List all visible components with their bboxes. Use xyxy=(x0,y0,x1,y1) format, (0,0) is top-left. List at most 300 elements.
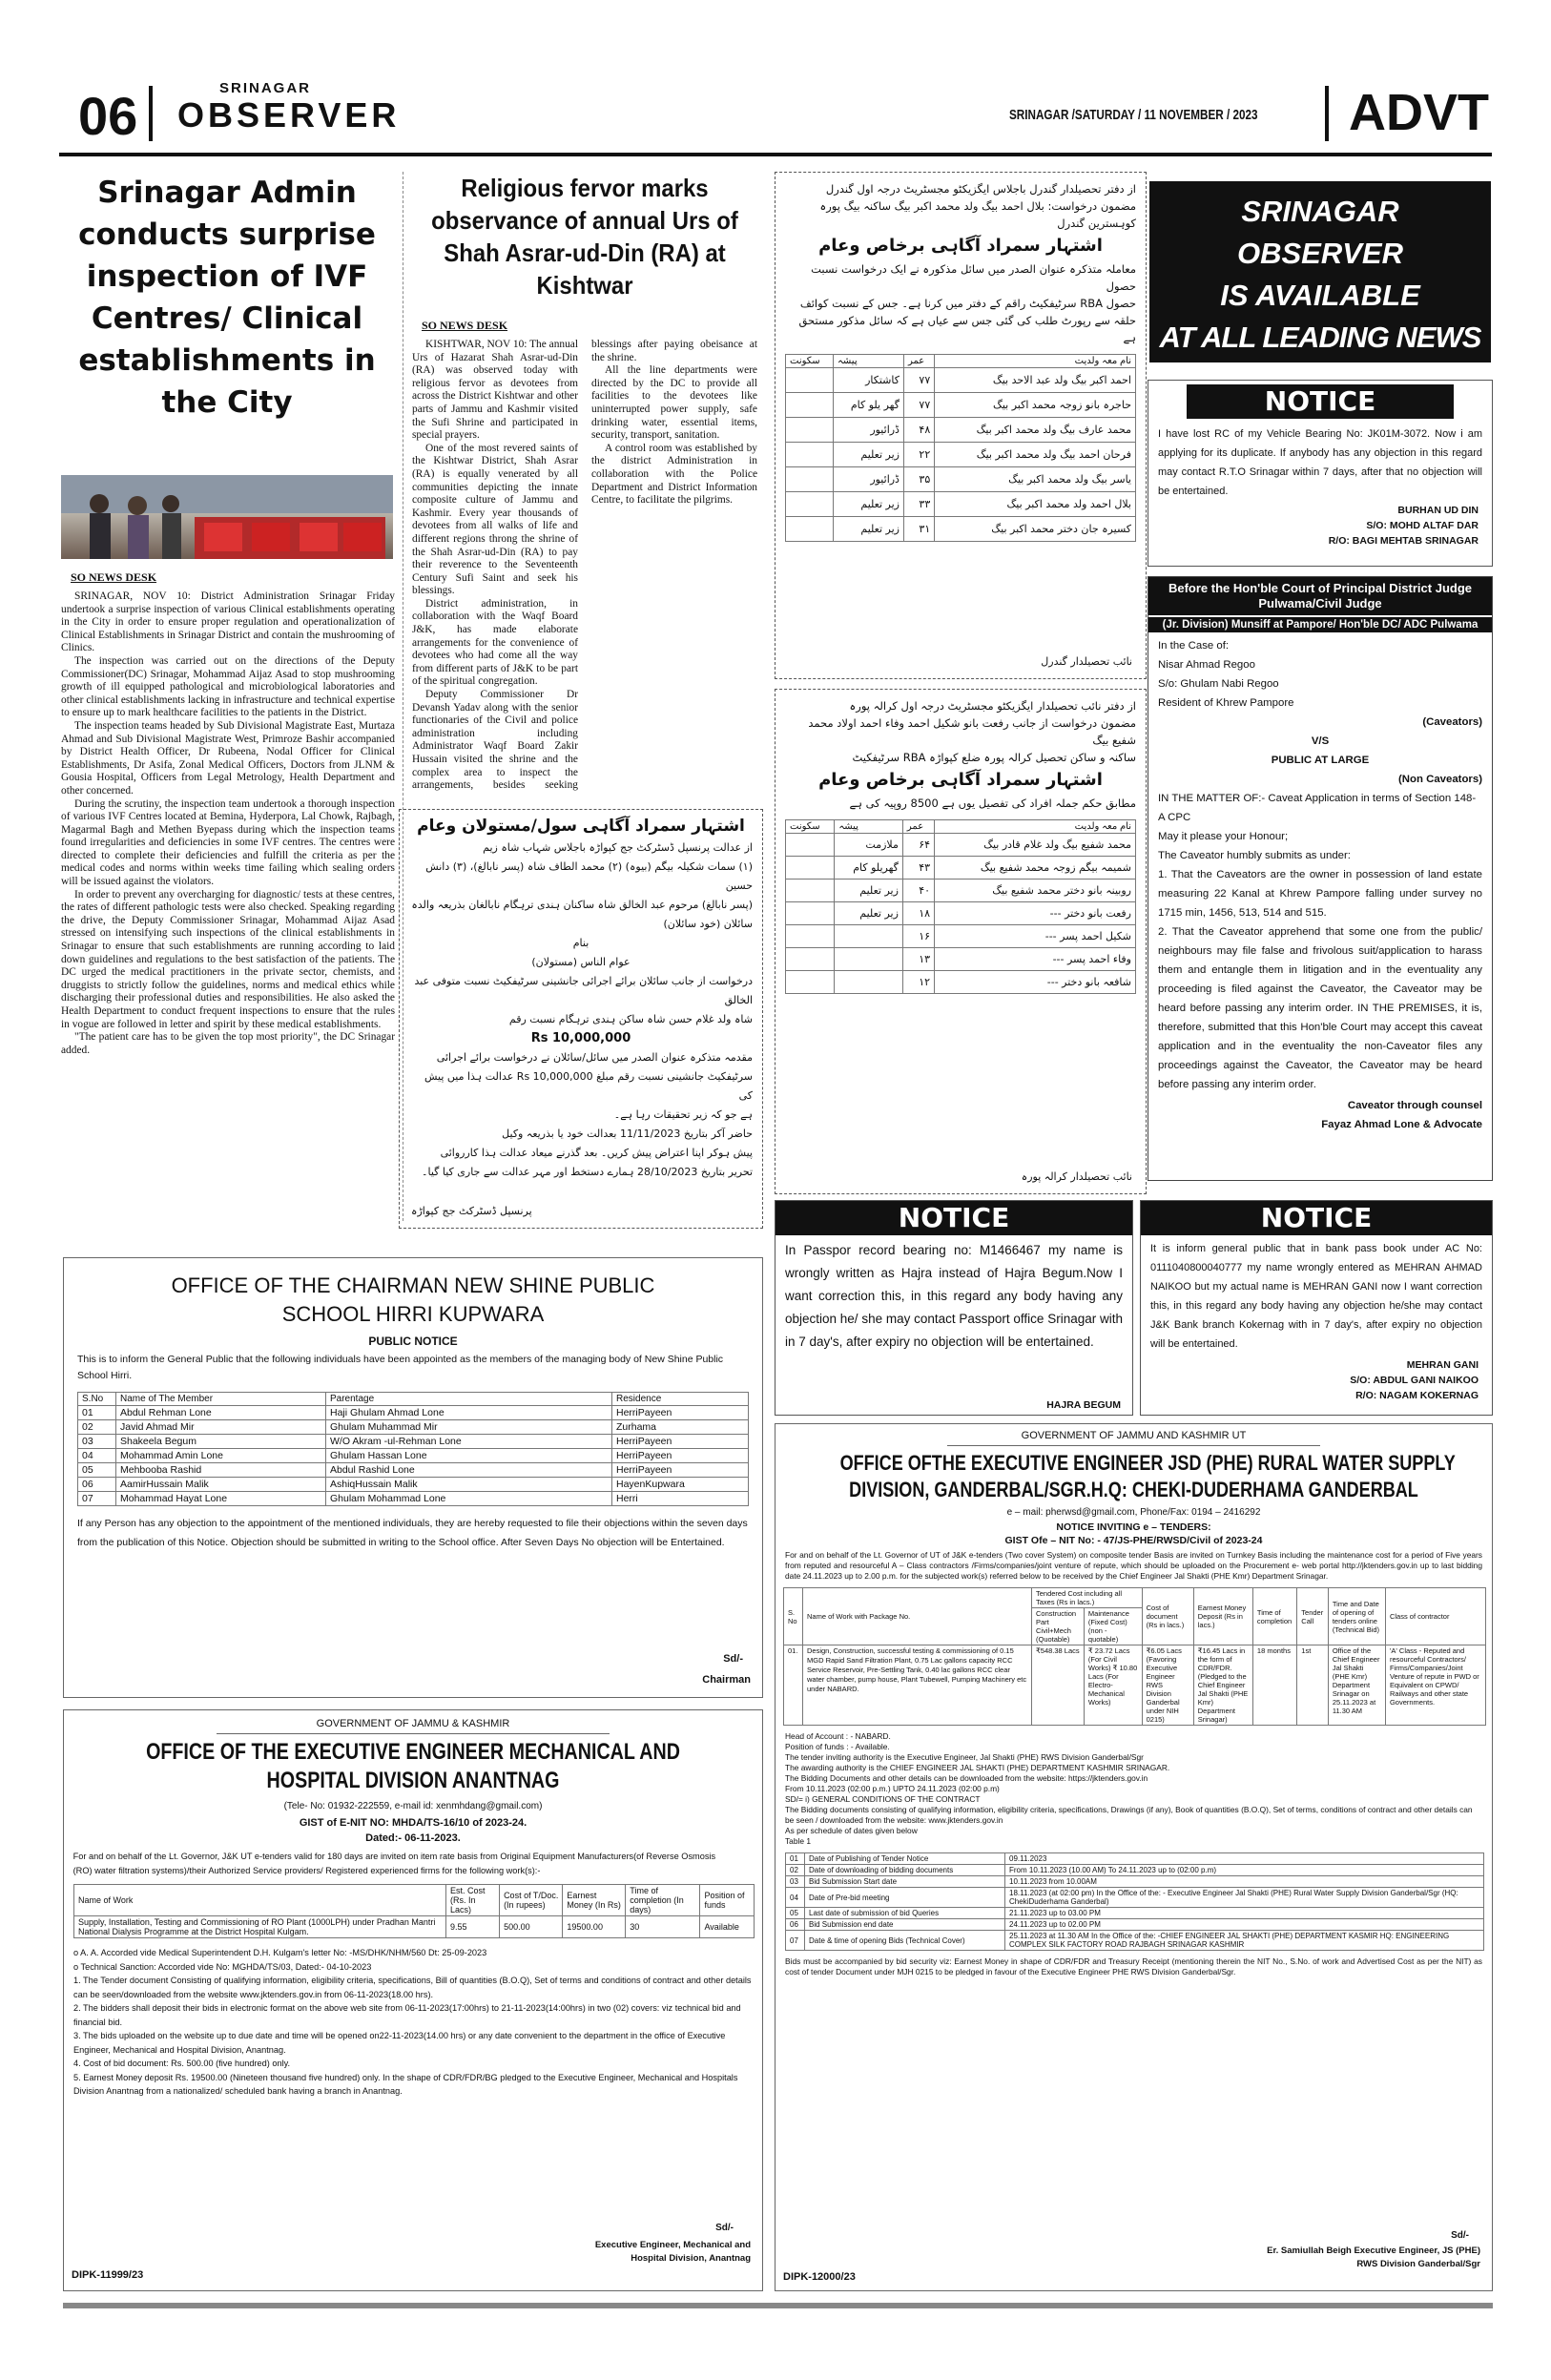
table-cell: شافعہ بانو دختر --- xyxy=(935,971,1136,994)
urdu-line: از دفتر نائب تحصیلدار ایگزیکٹو مجسٹریٹ درجہ اول کرالہ پورہ xyxy=(849,699,1136,713)
anantnag-intro: For and on behalf of the Lt. Governor, J&K UT e-tenders valid for 180 days are invited on item rate basis from Original Equipment Manufacturers(of Reverse Osmosis (RO) water filtration systems)/their Authorized Service providers/ Registered experienced firms for the following work(s):- xyxy=(72,1852,716,1876)
table-cell: 25.11.2023 at 11.30 AM In the Office of the: -CHIEF ENGINEER JAL SHAKTI (PHE) DEPARTMENT KASMIR HQ: ENGINEERING COMPLEX SILK FACTORY ROAD RAJBAGH SRINAGAR KASHMIR xyxy=(1005,1931,1484,1951)
notice-text: It is inform general public that in bank pass book under AC No: 0111040800040777 my name wrongly entered as MEHRAN AHMAD NAIKOO but my actual name is MEHRAN GANI now I want correction this, in this regard any body having any objection he/she may contact J&K Bank branch Kokernag with in 7 day's, after expiry no objection will be entertained. xyxy=(1150,1243,1482,1350)
jsd-signer: Er. Samiullah Beigh Executive Engineer, JS (PHE) xyxy=(1267,2245,1480,2256)
table-cell xyxy=(786,880,835,902)
header-rule xyxy=(59,153,1492,156)
urdu-ad1-body xyxy=(785,260,1136,346)
sig-line: R/O: NAGAM KOKERNAG xyxy=(1355,1390,1479,1401)
table-row xyxy=(786,902,1136,925)
jsd-footer: Bids must be accompanied by bid security viz: Earnest Money in shape of CDR/FDR and Treasury Receipt (mentioning therein the NIT No., S.No. of work and Advertised Cost as per the NIT) as cost of tender Document under MJH 0215 to be pledged in favour of the Executive Engineer PHE RWS Division Ganderbal/Sgr. xyxy=(785,1956,1482,1976)
table-header: Position of funds xyxy=(700,1885,755,1916)
urdu-rba-notice-2 xyxy=(775,689,1147,1194)
table-cell: HerriPayeen xyxy=(612,1435,749,1449)
anantnag-sd: Sd/- xyxy=(715,2223,734,2233)
jsd-govt: GOVERNMENT OF JAMMU AND KASHMIR UT xyxy=(1021,1430,1247,1441)
urdu-line: تحریر بتاریخ 28/10/2023 ہمارے دستخط اور مہر عدالت سے جاری کیا گیا۔ xyxy=(422,1166,753,1178)
table-cell: ₹6.05 Lacs (Favoring Executive Engineer RWS Division Ganderbal under NIH 0215) xyxy=(1142,1645,1193,1726)
banner-line: AT ALL LEADING NEWS xyxy=(1159,321,1481,354)
table-row xyxy=(786,857,1136,880)
table-cell: ۳۵ xyxy=(903,467,934,492)
court-party: S/o: Ghulam Nabi Regoo xyxy=(1158,678,1279,690)
ivf-inspection-photo xyxy=(61,475,393,559)
table-cell: 24.11.2023 up to 02.00 PM xyxy=(1005,1919,1484,1931)
table-cell: HerriPayeen xyxy=(612,1406,749,1420)
table-header: Residence xyxy=(612,1393,749,1406)
table-cell: زیر تعلیم xyxy=(834,492,904,517)
table-cell: Available xyxy=(700,1916,755,1938)
table-cell: ۷۷ xyxy=(903,368,934,393)
school-members-table xyxy=(77,1392,749,1506)
jsd-intro: For and on behalf of the Lt. Governor of UT of J&K e-tenders (Two cover System) on composite tender Basis are invited on Turnkey Basis including the maintenance cost for a period of Five years from reputed and resourceful A – Class contractors /Firms/companies/joint venture of repute, which should be uploaded on the Procurement e- web portal http://jktenders.gov.in up to last bidding date 24.11.2023 up to 2.00 p.m. for the subjected work(s) referred below to be received by the Chief Engineer Jal Shakti (PHE Kmr) Department Srinagar. xyxy=(785,1550,1482,1581)
table-header: Parentage xyxy=(326,1393,612,1406)
article-paragraph: KISHTWAR, NOV 10: The annual Urs of Hazarat Shah Asrar-ud-Din (RA) was observed today with religious fervor as devotees from across the District Kishtwar and other parts of Jammu and Kashmir visited the Sufi Shrine and participated in special prayers. xyxy=(412,339,578,442)
table-row xyxy=(78,1478,749,1492)
urdu-line: شاہ ولد غلام حسن شاہ ساکن ہندی ترہگام نسبت رقم xyxy=(508,1013,753,1025)
jsd-title: OFFICE OFTHE EXECUTIVE ENGINEER JSD (PHE) RURAL WATER SUPPLY xyxy=(839,1451,1456,1475)
table-cell: 19500.00 xyxy=(563,1916,626,1938)
urdu-ad2-table xyxy=(785,819,1136,994)
jsd-notice: NOTICE INVITING e – TENDERS: xyxy=(1056,1521,1211,1533)
detail-line: Head of Account : - NABARD. xyxy=(785,1731,891,1741)
table-row xyxy=(786,880,1136,902)
table-cell: Abdul Rehman Lone xyxy=(116,1406,326,1420)
table-cell: 06 xyxy=(78,1478,116,1492)
table-row xyxy=(786,1876,1484,1888)
table-cell xyxy=(786,971,835,994)
table-cell: محمد شفیع بیگ ولد غلام قادر بیگ xyxy=(935,834,1136,857)
table-header: Time and Date of opening of tenders online (Technical Bid) xyxy=(1328,1588,1385,1645)
table-cell xyxy=(835,948,903,971)
note-line: 3. The bids uploaded on the website up to due date and time will be opened on22-11-2023(14.00 hrs) or any date convenient to the department in the office of Executive Engineer, Mechanical and Hospital Division, Anantnag. xyxy=(73,2031,726,2055)
table-header: Est. Cost (Rs. In Lacs) xyxy=(446,1885,500,1916)
table-cell: ڈرائیور xyxy=(834,467,904,492)
table-row xyxy=(78,1435,749,1449)
article-paragraph: SRINAGAR, NOV 10: District Administration Srinagar Friday undertook a surprise inspection of various Clinical establishments operating in the City in order to ensure proper regulation and operationalization of Clinical Establishments in Srinagar District and contain the mushrooming of Clinics. xyxy=(61,590,395,654)
urdu-line: سائلان (خود سائلان) xyxy=(663,918,753,930)
court-para: 2. That the Caveator apprehend that some one from the public/ neighbours may file false and frivolous suit/application to harass them and entangle them in litigation and in the eventuality any proceeding is filed against the Caveator, the Caveator may be heard before passing any interim order. IN THE PREMISES, it is, therefore, submitted that this Hon'ble Court may accept this caveat application and in the eventuality the non-Caveator files any proceedings against the Caveator, the Caveator may be heard before passing any interim order. xyxy=(1158,926,1482,1090)
court-party: Nisar Ahmad Regoo xyxy=(1158,659,1255,671)
urdu-ad2-signer: نائب تحصیلدار کرالہ پورہ xyxy=(1021,1170,1132,1183)
urdu-line: حاضر آکر بتاریخ 11/11/2023 بعدالت خود یا بذریعہ وکیل xyxy=(502,1128,753,1140)
anantnag-govt: GOVERNMENT OF JAMMU & KASHMIR xyxy=(316,1718,510,1729)
table-cell: Date & time of opening Bids (Technical Cover) xyxy=(805,1931,1005,1951)
page-number: 06 xyxy=(78,86,138,146)
availability-banner xyxy=(1149,181,1491,362)
table-cell: ۳۳ xyxy=(903,492,934,517)
article-urs xyxy=(412,172,757,797)
table-cell: بلال احمد ولد محمد اکبر بیگ xyxy=(935,492,1136,517)
article-paragraph: One of the most revered saints of the Kishtwar District, Shah Asrar (RA) is equally venerated by all communities depicting the innate composite culture of Jammu and Kashmir. Every year thousands of devotees from all walks of life and different regions throng the shrine of the Shah Asrar-ud-Din (RA) to pay their reverence to the Seventeenth Century Sufi Saint and seek his blessings. xyxy=(412,442,578,597)
urdu-line: حلقہ سے رپورٹ طلب کی گئی جس سے عیاں ہے کہ سائل مذکور مستحق ہے xyxy=(798,314,1136,344)
urdu-court-body xyxy=(409,838,753,1182)
table-row xyxy=(786,418,1136,443)
jsd-details xyxy=(776,1728,1492,1851)
page-header xyxy=(59,59,1492,155)
table-cell: 1st xyxy=(1297,1645,1329,1726)
table-cell: 05 xyxy=(78,1463,116,1478)
court-para: 1. That the Caveators are the owner in possession of land estate measuring 22 Kanal at Khrew Pampore falling under survey no 1715 min, 1456, 513, 514 and 515. xyxy=(1158,869,1482,919)
school-footer: If any Person has any objection to the appointment of the mentioned individuals, they are hereby requested to file their objections within the seven days from the publication of this Notice. Objection should be submitted in writing to the School office. After Seven Days No objection will be Entertained. xyxy=(77,1518,748,1548)
article-urs-body xyxy=(412,339,757,797)
header-divider-right xyxy=(1325,86,1329,141)
jsd-dipk: DIPK-12000/23 xyxy=(783,2271,856,2283)
table-cell xyxy=(786,517,834,542)
table-row xyxy=(786,1888,1484,1908)
table-cell: زیر تعلیم xyxy=(834,443,904,467)
table-row xyxy=(784,1645,1486,1726)
sig-line: S/O: ABDUL GANI NAIKOO xyxy=(1350,1375,1479,1386)
notice-lost-rc xyxy=(1148,380,1493,567)
jsd-title: DIVISION, GANDERBAL/SGR.H.Q: CHEKI-DUDERHAMA GANDERBAL xyxy=(849,1478,1418,1501)
table-header: پیشہ xyxy=(835,820,903,834)
table-header: Class of contractor xyxy=(1385,1588,1485,1645)
table-header: Tender Call xyxy=(1297,1588,1329,1645)
urdu-ad2-title: اشتہار سمراد آگاہی برخاص وعام xyxy=(818,770,1103,790)
table-cell: 30 xyxy=(626,1916,700,1938)
note-line: 1. The Tender document Consisting of qualifying information, eligibility criteria, specifications, Bill of quantities (B.O.Q), Set of terms and conditions of contract and other details can be seen/downloaded from the website www.jktenders.gov.in from 06-11-2023(18.00 hrs). xyxy=(73,1976,752,1999)
note-line: o A. A. Accorded vide Medical Superintendent D.H. Kulgam's letter No: -MS/DHK/NHM/560 Dt: 25-09-2023 xyxy=(73,1948,487,1957)
table-cell xyxy=(786,467,834,492)
table-cell: 07 xyxy=(786,1931,805,1951)
table-row xyxy=(786,393,1136,418)
anantnag-rule xyxy=(217,1733,610,1734)
urdu-line: مضمون درخواست از جانب رفعت بانو شکیل احمد وفاء احمد اولاد محمد شفیع بیگ xyxy=(808,716,1136,747)
table-cell: Office of the Chief Engineer Jal Shakti (PHE Kmr) Department Srinagar on 25.11.2023 at 11.30 AM xyxy=(1328,1645,1385,1726)
court-subheader: (Jr. Division) Munsiff at Pampore/ Hon'ble DC/ ADC Pulwama xyxy=(1148,617,1492,632)
table-cell: 'A' Class - Reputed and resourceful Contractors/ Firms/Companies/Joint Venture of repute in PWD or Equivalent on CPWD/ Railways and other state Governments. xyxy=(1385,1645,1485,1726)
table-cell: کاشتکار xyxy=(834,368,904,393)
note-line: 2. The bidders shall deposit their bids in electronic format on the above web site from 06-11-2023(17:00hrs) to 21-11-2023(14:00hrs) in two (02) covers: viz technical bid and financial bid. xyxy=(73,2003,741,2027)
anantnag-title: HOSPITAL DIVISION ANANTNAG xyxy=(266,1768,560,1793)
table-header: سکونت xyxy=(786,355,834,368)
table-cell: Design, Construction, successful testing & commissioning of 0.15 MGD Rapid Sand Filtration Plant, 0.75 Lac gallons capacity RCC Service Reservoir, Pre-Settling Tank, 0.40 lac gallons RCC clear water chamber, pump house, Plant Tubewell, Pumping Machinery etc under NABARD. xyxy=(803,1645,1032,1726)
table-cell: Last date of submission of bid Queries xyxy=(805,1908,1005,1919)
tender-ganderbal xyxy=(775,1423,1493,2291)
article-ivf-byline: SO NEWS DESK xyxy=(71,570,157,584)
table-cell: Ghulam Muhammad Mir xyxy=(326,1420,612,1435)
table-header: نام معہ ولدیت xyxy=(935,355,1136,368)
table-cell: 18 months xyxy=(1252,1645,1296,1726)
article-urs-headline: Religious fervor marks observance of annual Urs of Shah Asrar-ud-Din (RA) at Kishtwar xyxy=(431,174,738,300)
table-cell: 07 xyxy=(78,1492,116,1506)
table-header: Name of Work xyxy=(74,1885,446,1916)
school-intro: This is to inform the General Public that the following individuals have been appointed as the members of the managing body of New Shine Public School Hirri. xyxy=(77,1354,724,1381)
table-header: پیشہ xyxy=(834,355,904,368)
jsd-signer: RWS Division Ganderbal/Sgr xyxy=(1356,2259,1480,2269)
detail-line: SD/= i) GENERAL CONDITIONS OF THE CONTRACT xyxy=(785,1794,981,1804)
table-row xyxy=(786,1919,1484,1931)
table-row xyxy=(78,1420,749,1435)
anantnag-title: OFFICE OF THE EXECUTIVE ENGINEER MECHANICAL AND xyxy=(146,1739,680,1765)
urdu-line: ہے جو کہ زیر تحقیقات رہا ہے۔ xyxy=(613,1108,753,1121)
detail-line: As per schedule of dates given below xyxy=(785,1826,918,1835)
notice-signature xyxy=(1148,503,1492,548)
notice-text: In Passpor record bearing no: M1466467 my name is wrongly written as Hajra instead of Hajra Begum.Now I want correction this, in this regard any body having any objection he/ she may contact Passport office Srinagar with in 7 day's, after expiry no objection will be entertained. xyxy=(785,1243,1123,1349)
table-cell: ۴۰ xyxy=(902,880,934,902)
urdu-ad1-title: اشتہار سمراد آگاہی برخاص وعام xyxy=(818,236,1103,256)
table-header: Time of completion (In days) xyxy=(626,1885,700,1916)
urdu-line: حصول RBA سرٹیفکیٹ راقم کے دفتر میں کرنا ہے۔ جس کے نسبت کوائف xyxy=(799,297,1136,310)
table-cell: Bid Submission Start date xyxy=(805,1876,1005,1888)
table-header: نام معہ ولدیت xyxy=(935,820,1136,834)
table-cell: Abdul Rashid Lone xyxy=(326,1463,612,1478)
detail-line: Table 1 xyxy=(785,1836,812,1846)
urdu-line: عوام الناس (مستولان) xyxy=(531,956,631,968)
urdu-line: (۱) سمات شکیلہ بیگم (بیوہ) (۲) محمد الطاف شاہ (پسر نابالغ)، (۳) دانش حسین xyxy=(425,860,753,892)
table-row xyxy=(78,1449,749,1463)
anantnag-notes xyxy=(64,1942,762,2102)
table-cell: Ghulam Mohammad Lone xyxy=(326,1492,612,1506)
court-vs: V/S xyxy=(1311,735,1330,747)
table-cell: Bid Submission end date xyxy=(805,1919,1005,1931)
notice-bank xyxy=(1140,1200,1493,1416)
table-row xyxy=(786,492,1136,517)
article-ivf xyxy=(59,172,395,1231)
court-party: Resident of Khrew Pampore xyxy=(1158,697,1294,709)
table-row xyxy=(786,834,1136,857)
table-cell: 04 xyxy=(78,1449,116,1463)
table-header: S.No xyxy=(78,1393,116,1406)
table-cell: AshiqHussain Malik xyxy=(326,1478,612,1492)
table-cell: Date of Pre-bid meeting xyxy=(805,1888,1005,1908)
court-noncaveators: (Non Caveators) xyxy=(1398,774,1482,785)
table-cell: Shakeela Begum xyxy=(116,1435,326,1449)
urdu-line: درخواست از جانب سائلان برائے اجرائی جانشینی سرٹیفکیٹ نسبت متوفی عبد الخالق xyxy=(414,975,753,1006)
banner-line: SRINAGAR OBSERVER xyxy=(1237,195,1403,270)
dateline: SRINAGAR /SATURDAY / 11 NOVEMBER / 2023 xyxy=(1009,107,1258,123)
article-paragraph: A control room was established by the district Administration in collaboration with the Police Department and District Information Centre, to facilitate the pilgrims. xyxy=(591,442,757,507)
court-caveat xyxy=(1148,576,1493,1181)
anantnag-gist: GIST of E-NIT NO: MHDA/TS-16/10 of 2023-24. xyxy=(299,1817,527,1829)
table-cell: شمیمہ بیگم زوجہ محمد شفیع بیگ xyxy=(935,857,1136,880)
table-cell: Mohammad Amin Lone xyxy=(116,1449,326,1463)
court-honour: May it please your Honour; xyxy=(1158,831,1289,842)
table-cell: محمد عارف بیگ ولد محمد اکبر بیگ xyxy=(935,418,1136,443)
tender-anantnag xyxy=(63,1709,763,2291)
article-paragraph: The inspection teams headed by Sub Divisional Magistrate East, Murtaza Ahmad and Sub Divisional Magistrate West, Primroze Bashir accompanied by District Health Officer, Dr Rubeena, Nodal Officer for Clinical Establishments, Dr Asifa, Zonal Medical Officers, Doctors from JLNM & Gousia Hospital, Officers from Legal Metrology, Health Department and other concerned. xyxy=(61,719,395,797)
table-cell: ₹ 23.72 Lacs (For Civil Works) ₹ 10.80 Lacs (For Electro-Mechanical Works) xyxy=(1084,1645,1142,1726)
banner-line: IS AVAILABLE xyxy=(1220,279,1420,312)
school-public-notice xyxy=(63,1257,763,1698)
sig-line: BURHAN UD DIN xyxy=(1397,505,1479,516)
table-cell: Ghulam Hassan Lone xyxy=(326,1449,612,1463)
anantnag-dipk: DIPK-11999/23 xyxy=(72,2269,144,2281)
table-cell: Herri xyxy=(612,1492,749,1506)
table-cell: ۳۱ xyxy=(903,517,934,542)
table-cell: 09.11.2023 xyxy=(1005,1853,1484,1865)
court-header: Before the Hon'ble Court of Principal District Judge Pulwama/Civil Judge xyxy=(1168,581,1472,611)
table-cell: شکیل احمد پسر --- xyxy=(935,925,1136,948)
table-cell: 01 xyxy=(786,1853,805,1865)
table-cell xyxy=(786,418,834,443)
urdu-court-signer: پرنسپل ڈسٹرکٹ جج کپواڑہ xyxy=(411,1205,532,1217)
table-row xyxy=(786,948,1136,971)
urdu-line: مطابق حکم جملہ افراد کی تفصیل یوں ہے 8500 روپیہ کی ہے xyxy=(849,797,1136,810)
table-cell: Mohammad Hayat Lone xyxy=(116,1492,326,1506)
table-cell: روبینہ بانو دختر محمد شفیع بیگ xyxy=(935,880,1136,902)
table-cell: Date of Publishing of Tender Notice xyxy=(805,1853,1005,1865)
table-cell: 02 xyxy=(78,1420,116,1435)
table-row xyxy=(786,1931,1484,1951)
jsd-contact: e – mail: pherwsd@gmail.com, Phone/Fax: 0194 – 2416292 xyxy=(1006,1507,1261,1518)
table-cell: ۱۶ xyxy=(902,925,934,948)
school-title: SCHOOL HIRRI KUPWARA xyxy=(281,1302,545,1326)
jsd-rule xyxy=(947,1445,1320,1446)
table-header: Name of The Member xyxy=(116,1393,326,1406)
anantnag-contact: (Tele- No: 01932-222559, e-mail id: xenmhdang@gmail.com) xyxy=(283,1801,543,1811)
table-cell: گھریلو کام xyxy=(835,857,903,880)
table-cell: 03 xyxy=(78,1435,116,1449)
detail-line: From 10.11.2023 (02:00 p.m.) UPTO 24.11.2023 (02:00 p.m) xyxy=(785,1784,1000,1793)
detail-line: Position of funds : - Available. xyxy=(785,1742,890,1751)
urdu-line: (پسر نابالغ) مرحوم عبد الخالق شاہ ساکنان ہندی ترہگام نابالغان بذریعہ والدہ xyxy=(411,899,753,911)
table-cell: ۶۴ xyxy=(902,834,934,857)
detail-line: The awarding authority is the CHIEF ENGINEER JAL SHAKTI (PHE) DEPARTMENT KASHMIR SRINAGAR. xyxy=(785,1763,1170,1772)
table-header: Tendered Cost including all Taxes (Rs in lacs.) xyxy=(1032,1588,1143,1608)
table-cell xyxy=(786,492,834,517)
table-cell: رفعت بانو دختر --- xyxy=(935,902,1136,925)
court-through: Caveator through counsel xyxy=(1347,1100,1482,1111)
court-body xyxy=(1148,632,1492,1138)
urdu-ad1-signer: نائب تحصیلدار گندرل xyxy=(1041,655,1132,668)
court-advocate: Fayaz Ahmad Lone & Advocate xyxy=(1321,1119,1482,1130)
article-urs-byline: SO NEWS DESK xyxy=(422,319,508,332)
article-paragraph: District administration, in collaboration with the Waqf Board J&K, has made elaborate arrangements for the convenience of devotees who had come all the way from different parts of J&K to be part of the spiritual congregation. xyxy=(412,597,578,688)
notice-title: NOTICE xyxy=(776,1201,1132,1235)
table-cell: ۴۳ xyxy=(902,857,934,880)
table-row xyxy=(786,925,1136,948)
table-cell: ۱۳ xyxy=(902,948,934,971)
table-cell: زیر تعلیم xyxy=(834,517,904,542)
detail-line: The Bidding Documents and other details can be downloaded from the website: https://jktenders.gov.in xyxy=(785,1773,1148,1783)
table-cell: گھر یلو کام xyxy=(834,393,904,418)
notice-passport xyxy=(775,1200,1133,1416)
table-cell xyxy=(786,925,835,948)
table-header: سکونت xyxy=(786,820,835,834)
table-cell: زیر تعلیم xyxy=(835,880,903,902)
table-row xyxy=(786,1908,1484,1919)
jsd-sd: Sd/- xyxy=(1451,2230,1469,2241)
footer-rule xyxy=(63,2303,1493,2308)
article-paragraph: In order to prevent any overcharging for diagnostic/ tests at these centres, the rates of different pathologic tests were also checked. Speaking regarding the drive, the Deputy Commissioner Srinagar, Mohammad Aijaz Asad stressed on intensifying such inspections of the clinical establishments in Srinagar to ensure that such establishments are running according to laid down guidelines and regulations to the best satisfaction of the patients. The DC urged the medical practitioners in the private sector, chemists, and druggists to strictly follow the guidelines, norms and medical ethics while discharging their professional duties and responsibilities. He also asked the Health Department to conduct frequent inspections to ensure that the rules in vogue are followed in letter and spirit by these medical establishments. xyxy=(61,888,395,1030)
section-label: ADVT xyxy=(1349,84,1489,141)
table-row xyxy=(78,1492,749,1506)
school-title: OFFICE OF THE CHAIRMAN NEW SHINE PUBLIC xyxy=(171,1273,655,1297)
school-sd: Sd/- xyxy=(723,1653,743,1665)
table-cell xyxy=(786,902,835,925)
note-line: 4. Cost of bid document: Rs. 500.00 (five hundred) only. xyxy=(73,2059,291,2068)
article-paragraph: "The patient care has to be given the top most priority", the DC Srinagar added. xyxy=(61,1031,395,1056)
table-header: Earnest Money (In Rs) xyxy=(563,1885,626,1916)
jsd-schedule-table xyxy=(785,1852,1484,1951)
jsd-work-table xyxy=(783,1587,1486,1726)
table-cell: Date of downloading of bidding documents xyxy=(805,1865,1005,1876)
school-subtitle: PUBLIC NOTICE xyxy=(368,1335,458,1348)
article-paragraph: The inspection was carried out on the directions of the Deputy Commissioner(DC) Srinagar, Mohammad Aijaz Asad to stop mushrooming growth of ill equipped pathological and microbiological laboratories and other clinical establishments lacking in infrastructure and technical expertise to ensure up to mark healthcare facilities to the patients in the District. xyxy=(61,654,395,719)
court-matter: IN THE MATTER OF:- Caveat Application in terms of Section 148-A CPC xyxy=(1158,793,1477,823)
table-cell xyxy=(786,393,834,418)
article-ivf-headline: Srinagar Admin conducts surprise inspection of IVF Centres/ Clinical establishments in the City xyxy=(78,176,376,420)
table-header: Cost of document (Rs in lacs.) xyxy=(1142,1588,1193,1645)
urdu-court-notice xyxy=(399,809,763,1229)
table-cell: کسیرہ جان دختر محمد اکبر بیگ xyxy=(935,517,1136,542)
article-ivf-body xyxy=(61,590,395,1057)
table-cell: 21.11.2023 up to 03.00 PM xyxy=(1005,1908,1484,1919)
urdu-line: بنام xyxy=(572,937,589,949)
table-cell: فرحان احمد بیگ ولد محمد اکبر بیگ xyxy=(935,443,1136,467)
table-cell: 06 xyxy=(786,1919,805,1931)
detail-line: The Bidding documents consisting of qualifying information, eligibility criteria, specifications, Drawings (if any), Book of quantities (B.O.Q), Set of terms, conditions of contract and other details can be seen / downloaded from the website: www.jktenders.gov.in xyxy=(785,1805,1473,1825)
table-cell xyxy=(786,948,835,971)
anantnag-dated: Dated:- 06-11-2023. xyxy=(365,1832,461,1844)
notice-signature: HAJRA BEGUM xyxy=(1046,1399,1121,1411)
table-cell: 01 xyxy=(78,1406,116,1420)
table-cell: ۱۸ xyxy=(902,902,934,925)
urdu-line: مضمون درخواست: بلال احمد بیگ ولد محمد اکبر بیگ ساکنہ بیگ پورہ کوہسترین گندرل xyxy=(819,199,1136,230)
table-cell xyxy=(835,925,903,948)
article-paragraph: During the scrutiny, the inspection team undertook a thorough inspection of various IVF Centres located at Bemina, Hyderpora, Lal Chowk, Rajbagh, Magarmal Bagh and Methen Byepass during which the inspection teams found irregularities and deficiencies in some IVF centres. The centres were directed to complete their deficiencies and fulfill the criteria as per the medical codes and norms within weeks time failing which sealing orders will be issued against the violators. xyxy=(61,797,395,888)
table-cell: 10.11.2023 from 10.00AM xyxy=(1005,1876,1484,1888)
table-cell: وفاء احمد پسر --- xyxy=(935,948,1136,971)
table-cell: 01. xyxy=(784,1645,803,1726)
table-cell: ڈرائیور xyxy=(834,418,904,443)
urdu-court-title: اشتہار سمراد آگاہی سول/مستولان وعام xyxy=(417,817,745,836)
table-header: Earnest Money Deposit (Rs in lacs.) xyxy=(1193,1588,1252,1645)
table-cell: 18.11.2023 (at 02:00 pm) In the Office of the: - Executive Engineer Jal Shakti (PHE) Rural Water Supply Division Ganderbal/Sgr (HQ: ChekiDuderhama Ganderbal) xyxy=(1005,1888,1484,1908)
sig-line: MEHRAN GANI xyxy=(1406,1359,1479,1371)
table-row xyxy=(74,1916,755,1938)
inspection-photo-illustration xyxy=(61,475,393,559)
note-line: o Technical Sanction: Accorded vide No: MGHDA/TS/03, Dated:- 04-10-2023 xyxy=(73,1961,372,1972)
table-cell: Javid Ahmad Mir xyxy=(116,1420,326,1435)
table-row xyxy=(78,1463,749,1478)
sig-line: S/O: MOHD ALTAF DAR xyxy=(1366,520,1479,531)
table-cell: 05 xyxy=(786,1908,805,1919)
urdu-line: پیش ہوکر اپنا اعتراض پیش کریں۔ بعد گذرنے میعاد عدالت ہذا کارروائی xyxy=(440,1147,753,1159)
table-cell: AamirHussain Malik xyxy=(116,1478,326,1492)
notice-signature xyxy=(1141,1357,1492,1403)
table-row xyxy=(786,1853,1484,1865)
table-cell: 9.55 xyxy=(446,1916,500,1938)
urdu-line: ساکنہ و ساکن تحصیل کرالہ پورہ ضلع کپواڑہ RBA سرٹیفکیٹ xyxy=(852,751,1136,764)
table-cell: 03 xyxy=(786,1876,805,1888)
notice-text: I have lost RC of my Vehicle Bearing No: JK01M-3072. Now i am applying for its duplicate. If anybody has any objection in this regard may contact R.T.O Srinagar within 7 days, after that no objection will be entertained. xyxy=(1158,428,1482,497)
table-cell: HerriPayeen xyxy=(612,1449,749,1463)
table-cell: HayenKupwara xyxy=(612,1478,749,1492)
table-cell: ملازمت xyxy=(835,834,903,857)
urdu-line: از دفتر تحصیلدار گندرل باجلاس ایگزیکٹو مجسٹریٹ درجہ اول گندرل xyxy=(825,182,1136,196)
urdu-line: سرٹیفکیٹ جانشینی نسبت رقم مبلغ Rs 10,000,000 عدالت ہذا میں پیش کی xyxy=(424,1070,753,1102)
table-cell: ₹548.38 Lacs xyxy=(1032,1645,1085,1726)
urdu-ad1-intro xyxy=(785,180,1136,232)
header-divider xyxy=(149,86,153,141)
table-row xyxy=(786,443,1136,467)
table-cell: 02 xyxy=(786,1865,805,1876)
table-cell: HerriPayeen xyxy=(612,1463,749,1478)
table-cell: احمد اکبر بیگ ولد عبد الاحد بیگ xyxy=(935,368,1136,393)
table-row xyxy=(786,368,1136,393)
table-cell: From 10.11.2023 (10.00 AM) To 24.11.2023 up to (02:00 p.m) xyxy=(1005,1865,1484,1876)
table-row xyxy=(786,467,1136,492)
table-cell xyxy=(786,834,835,857)
table-cell: یاسر بیگ ولد محمد اکبر بیگ xyxy=(935,467,1136,492)
table-cell: Haji Ghulam Ahmad Lone xyxy=(326,1406,612,1420)
table-cell: W/O Akram -ul-Rehman Lone xyxy=(326,1435,612,1449)
table-cell: حاجرہ بانو زوجہ محمد اکبر بیگ xyxy=(935,393,1136,418)
anantnag-signer: Executive Engineer, Mechanical and xyxy=(594,2240,751,2250)
table-cell: ۴۸ xyxy=(903,418,934,443)
